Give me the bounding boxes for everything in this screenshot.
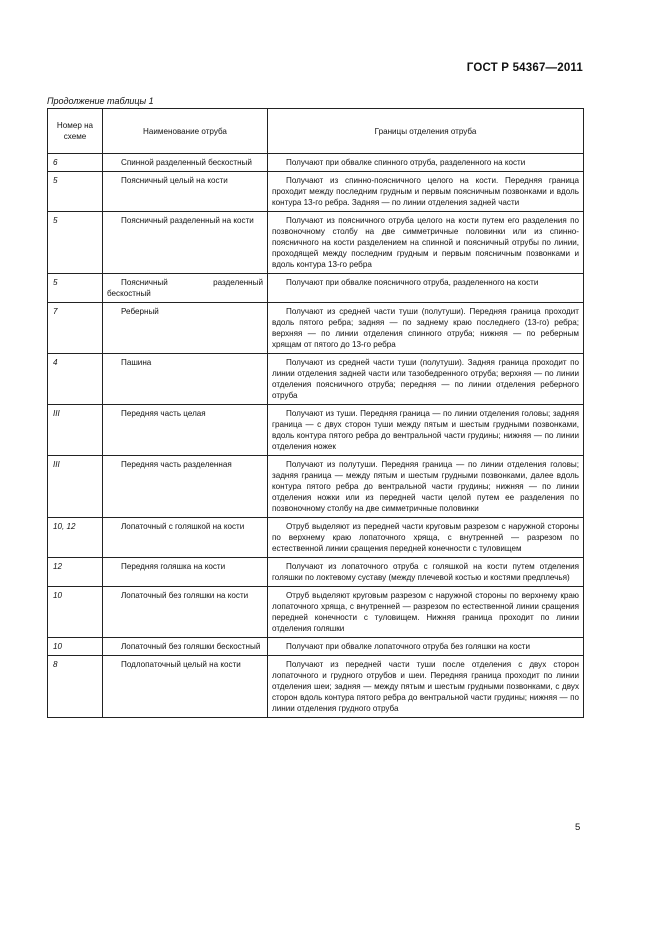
- cell-name: Передняя часть целая: [103, 405, 268, 456]
- document-standard-header: ГОСТ Р 54367—2011: [466, 62, 583, 74]
- cell-name: Лопаточный с голяшкой на кости: [103, 518, 268, 558]
- cell-description: Получают из лопаточного отруба с голяшкой на кости путем отделения голяшки по локтевому суставу (между плечевой костью и костями предплечья): [268, 558, 584, 587]
- table-row: [48, 456, 584, 518]
- column-header-name: Наименование отруба: [103, 109, 268, 154]
- column-header-boundaries: Границы отделения отруба: [268, 109, 584, 154]
- cell-description: Отруб выделяют круговым разрезом с наружной стороны по верхнему краю лопаточного хряща, с внутренней — разрезом по естественной линии сращения передней конечности с туловищем. Нижняя граница проходит по линии отделения голяшки: [268, 587, 584, 638]
- cell-number: III: [48, 405, 103, 456]
- table-row: [48, 405, 584, 456]
- table-row: [48, 303, 584, 354]
- cell-description: Получают из передней части туши после отделения с двух сторон лопаточного и грудного отрубов и шеи. Передняя граница проходит по линии отделения шеи; задняя — между пятым и шестым грудными позвонками, с двух сторон вдоль контура пятого ребра до вентральной части грудины; нижняя — по линии отделения грудного отруба: [268, 656, 584, 718]
- cell-description: Получают при обвалке лопаточного отруба без голяшки на кости: [268, 638, 584, 656]
- cell-description: Получают из средней части туши (полутуши). Задняя граница проходит по линии отделения задней части или тазобедренного отруба; верхняя — по линии отделения поясничного отруба; передняя — по линии отделения реберного отруба: [268, 354, 584, 405]
- cell-description: Получают из поясничного отруба целого на кости путем его разделения по позвоночному столбу на две симметричные половинки или из спинно-поясничного на кости разделением на спинной и поясничный отрубы по линии, проходящей между последним грудным и первым поясничным позвонками и вдоль контура 13-го ребра: [268, 212, 584, 274]
- cell-number: 10: [48, 587, 103, 638]
- cell-number: 5: [48, 274, 103, 303]
- table-row: [48, 274, 584, 303]
- cell-name: Лопаточный без голяшки бескостный: [103, 638, 268, 656]
- cell-description: Получают из туши. Передняя граница — по линии отделения головы; задняя граница — с двух сторон туши между пятым и шестым грудными позвонками, вдоль контура пятого ребра до вентральной части грудины; нижняя — по линии отделения ножек: [268, 405, 584, 456]
- table-caption: Продолжение таблицы 1: [47, 96, 154, 106]
- table-row: [48, 587, 584, 638]
- cell-description: Отруб выделяют из передней части круговым разрезом с наружной стороны по верхнему краю лопаточного хряща, с внутренней — разрезом по естественной линии сращения передней конечности с туловищем: [268, 518, 584, 558]
- cell-name: Передняя голяшка на кости: [103, 558, 268, 587]
- cell-name: Передняя часть разделенная: [103, 456, 268, 518]
- table-row: [48, 154, 584, 172]
- table-row: [48, 638, 584, 656]
- cuts-table: [47, 108, 584, 718]
- page-number: 5: [575, 822, 581, 833]
- cell-name: Реберный: [103, 303, 268, 354]
- table-row: [48, 656, 584, 718]
- cell-description: Получают при обвалке спинного отруба, разделенного на кости: [268, 154, 584, 172]
- cell-number: 5: [48, 172, 103, 212]
- cell-number: 4: [48, 354, 103, 405]
- cell-name: Спинной разделенный бескостный: [103, 154, 268, 172]
- cell-name: Поясничный разделенный бескостный: [103, 274, 268, 303]
- cell-name: Поясничный разделенный на кости: [103, 212, 268, 274]
- cell-description: Получают из средней части туши (полутуши). Передняя граница проходит вдоль пятого ребра; задняя — по заднему краю последнего (13-го) ребра; верхняя — по линии отделения спинного отруба; нижняя — по реберным хрящам от пятого до 13-го ребра: [268, 303, 584, 354]
- cell-number: III: [48, 456, 103, 518]
- cell-name: Поясничный целый на кости: [103, 172, 268, 212]
- cell-number: 10, 12: [48, 518, 103, 558]
- cell-number: 7: [48, 303, 103, 354]
- cell-number: 8: [48, 656, 103, 718]
- cell-description: Получают из полутуши. Передняя граница — по линии отделения головы; задняя граница — между пятым и шестым грудными позвонками, далее вдоль контура пятого ребра до вентральной части грудины; нижняя — по линии отделения ножки или из передней части целой путем ее разделения по позвоночному столбу на две симметричные половинки: [268, 456, 584, 518]
- cell-name: Пашина: [103, 354, 268, 405]
- cell-description: Получают при обвалке поясничного отруба, разделенного на кости: [268, 274, 584, 303]
- cell-number: 12: [48, 558, 103, 587]
- cell-description: Получают из спинно-поясничного целого на кости. Передняя граница проходит между последним грудным и первым поясничным позвонками и вдоль контура 13-го ребра. Задняя — по линии отделения задней части: [268, 172, 584, 212]
- table-row: [48, 558, 584, 587]
- column-header-number: Номер на схеме: [48, 109, 103, 154]
- table-row: [48, 172, 584, 212]
- table-row: [48, 518, 584, 558]
- cell-number: 6: [48, 154, 103, 172]
- table-header-row: [48, 109, 584, 154]
- cell-name: Подлопаточный целый на кости: [103, 656, 268, 718]
- cell-number: 5: [48, 212, 103, 274]
- cell-number: 10: [48, 638, 103, 656]
- table-row: [48, 212, 584, 274]
- cell-name: Лопаточный без голяшки на кости: [103, 587, 268, 638]
- table-row: [48, 354, 584, 405]
